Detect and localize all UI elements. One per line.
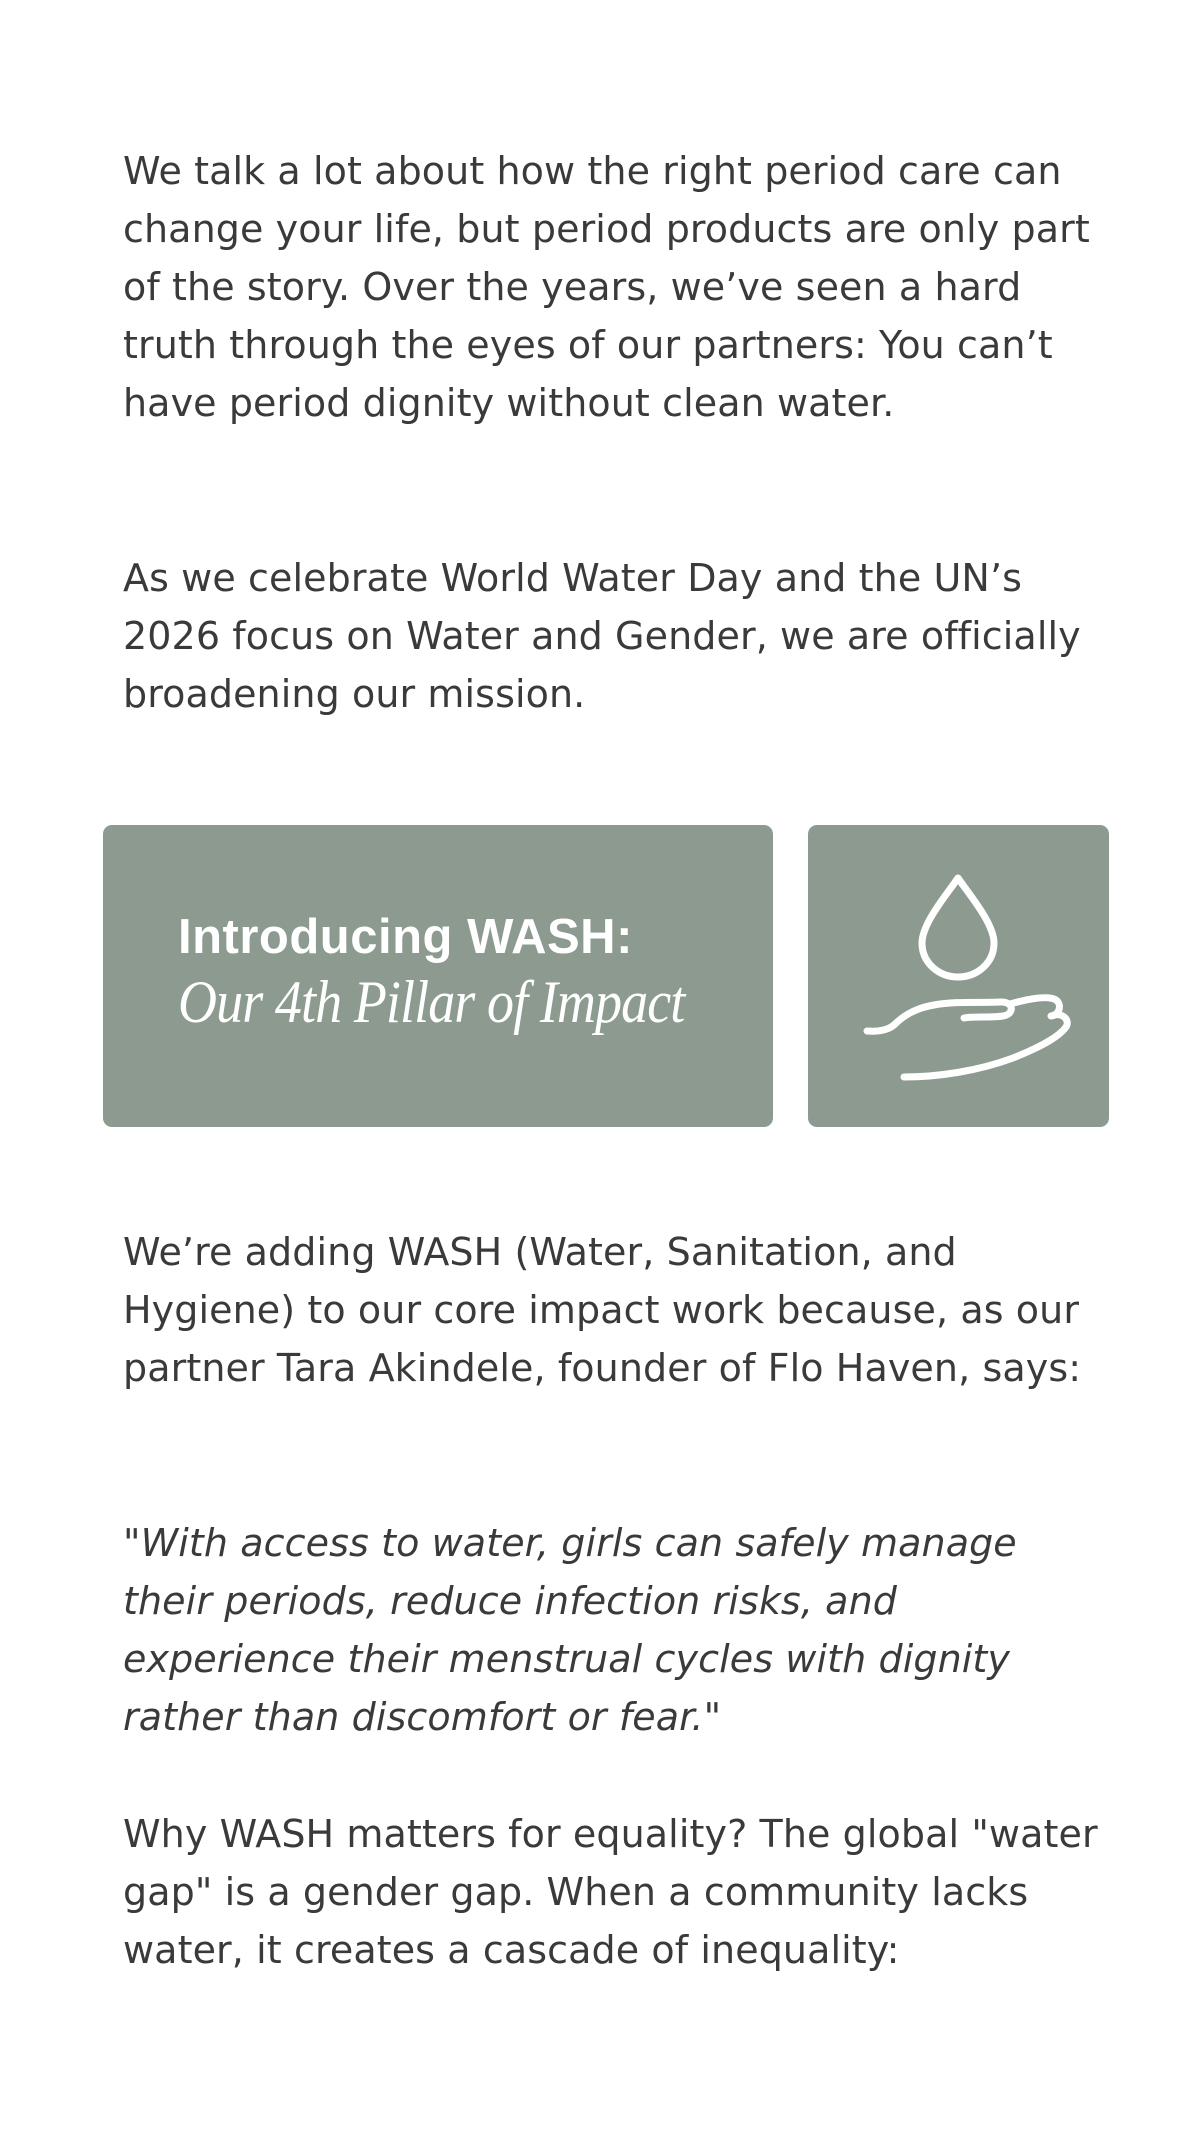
banner-icon-tile: [808, 825, 1109, 1127]
banner-title: Introducing WASH:: [178, 910, 633, 964]
mission-paragraph: As we celebrate World Water Day and the UN’s 2026 focus on Water and Gender, we are officially broadening our mission.: [123, 556, 1081, 716]
equality-paragraph: Why WASH matters for equality? The global "water gap" is a gender gap. When a community lacks water, it creates a cascade of inequality:: [123, 1812, 1098, 1972]
banner-subtitle: Our 4th Pillar of Impact: [178, 969, 685, 1035]
water-drop-in-hand-icon: [808, 825, 1109, 1127]
wash-paragraph: We’re adding WASH (Water, Sanitation, and Hygiene) to our core impact work because, as our partner Tara Akindele, founder of Flo Haven, says:: [123, 1230, 1082, 1390]
wash-banner: [103, 825, 773, 1127]
partner-quote: "With access to water, girls can safely manage their periods, reduce infection risks, and experience their menstrual cycles with dignity rather than discomfort or fear.": [123, 1521, 1017, 1739]
intro-paragraph: We talk a lot about how the right period care can change your life, but period products are only part of the story. Over the years, we’ve seen a hard truth through the eyes of our partners: You can’t have period dignity without clean water.: [123, 149, 1090, 425]
